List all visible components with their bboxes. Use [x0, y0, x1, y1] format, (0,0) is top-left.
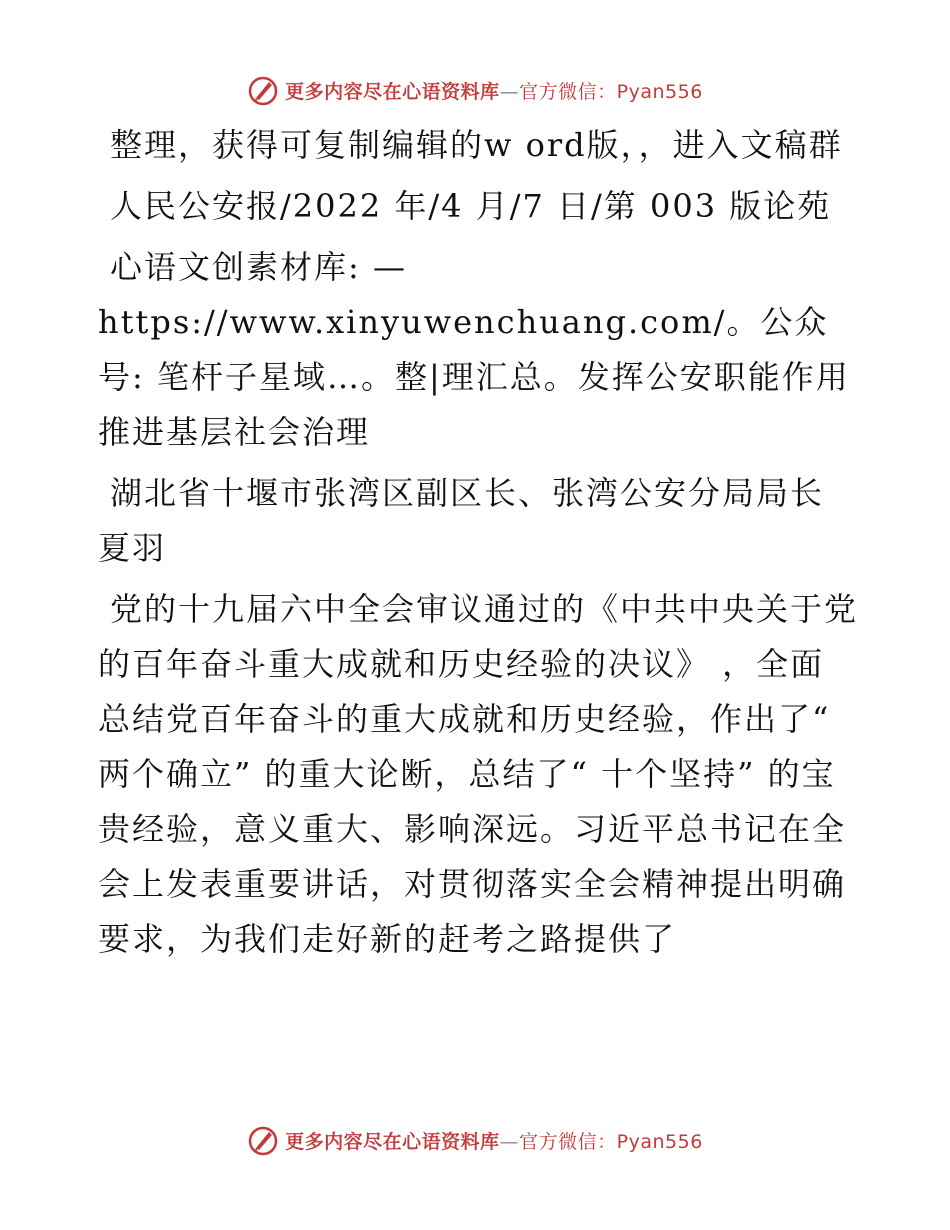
- body-paragraph: 党的十九届六中全会审议通过的《中共中央关于党的百年奋斗重大成就和历史经验的决议》 ，全面总结党百年奋斗的重大成就和历史经验，作出了“ 两个确立” 的重大论断，总结了“ 十个坚持” 的宝贵经验，意义重大、影响深远。习近平总书记在全会上发表重要讲话，对贯彻落实全会精神提出明确要求，为我们走好新的赶考之路提供了: [98, 590, 859, 958]
- article-title-paragraph: 心语文创素材库: —https://www.xinyuwenchuang.com/。公众号: 笔杆子星域…。整|理汇总。发挥公安职能作用 推进基层社会治理: [98, 248, 884, 451]
- document-body: [98, 118, 884, 967]
- author-line: 湖北省十堰市张湾区副区长、张湾公安分局局长 夏羽: [98, 474, 859, 567]
- quill-logo-icon: [247, 74, 279, 106]
- watermark-text: 更多内容尽在心语资料库—官方微信：Pyan556: [285, 1130, 703, 1153]
- intro-paragraph: 整理，获得可复制编辑的w ord版，，进入文稿群: [110, 126, 843, 164]
- source-line: 人民公安报/2022 年/4 月/7 日/第 003 版论苑: [110, 187, 832, 225]
- footer-watermark: [0, 1120, 950, 1160]
- quill-logo-icon: [247, 1124, 279, 1156]
- header-watermark: [0, 70, 950, 110]
- watermark-text: 更多内容尽在心语资料库—官方微信：Pyan556: [285, 80, 703, 103]
